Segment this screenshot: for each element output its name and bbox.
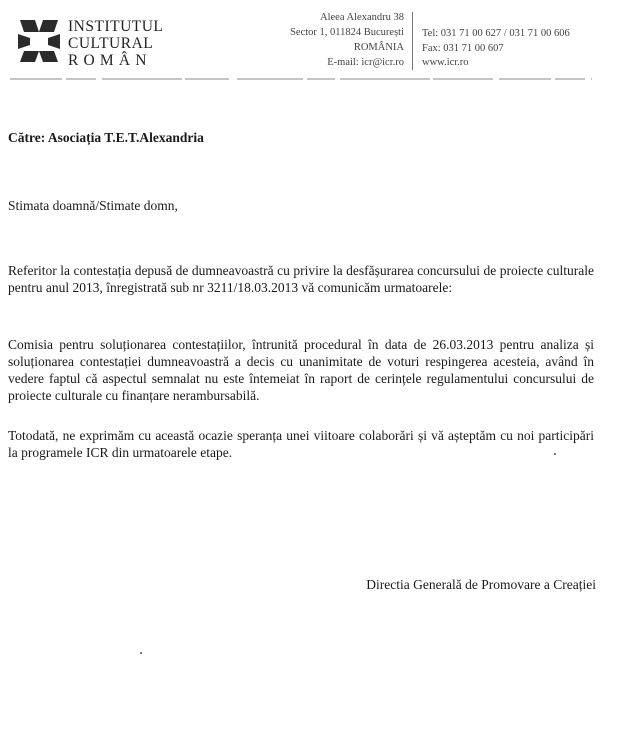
paragraph-1: Referitor la contestația depusă de dumneavoastră cu privire la desfășurarea concursului de proiecte culturale pentru anul 2013, înregistrată sub nr 3211/18.03.2013 vă comunicăm urmatoarele: (8, 263, 594, 295)
paragraph-3: Totodată, ne exprimăm cu această ocazie speranța unei viitoare colaborări și vă așteptăm cu noi participări la programele ICR din urmatoarele etape. (8, 428, 594, 460)
salutation: Stimata doamnă/Stimate domn, (8, 198, 178, 213)
recipient-line: Către: Asociația T.E.T.Alexandria (8, 130, 204, 145)
icr-logo (16, 18, 164, 70)
address-city: Sector 1, 011824 București (290, 27, 404, 38)
contact-block (422, 27, 570, 71)
paragraph-2: Comisia pentru soluționarea contestațiilor, întrunită procedural în data de 26.03.2013 pentru analiza și soluționarea contestației dumneavoastră a decis cu unanimitate de voturi respingerea acesteia, având în vedere faptul că aspectul semnalat nu este întemeiat în raport de cerințele regulamentului concursului de proiecte culturale cu finanțare nerambursabilă. (8, 337, 594, 403)
icr-logo-icon (16, 18, 62, 64)
scan-speck (140, 652, 142, 654)
contact-fax: Fax: 031 71 00 607 (422, 42, 504, 54)
address-country: ROMÂNIA (353, 42, 404, 53)
logo-line-1: INSTITUTUL (68, 18, 164, 35)
letterhead-divider (412, 12, 413, 70)
address-block (258, 10, 404, 70)
logo-line-3: ROMÂN (68, 52, 152, 69)
contact-web: www.icr.ro (422, 57, 469, 68)
contact-tel: Tel: 031 71 00 627 / 031 71 00 606 (422, 28, 570, 39)
signature-line: Directia Generală de Promovare a Creației (366, 577, 596, 592)
icr-logo-wordmark (68, 18, 163, 69)
scan-speck (554, 453, 556, 455)
address-email: E-mail: icr@icr.ro (327, 57, 404, 68)
address-street: Aleea Alexandru 38 (320, 12, 404, 23)
logo-line-2: CULTURAL (68, 35, 154, 52)
letterhead-rule (10, 76, 592, 82)
